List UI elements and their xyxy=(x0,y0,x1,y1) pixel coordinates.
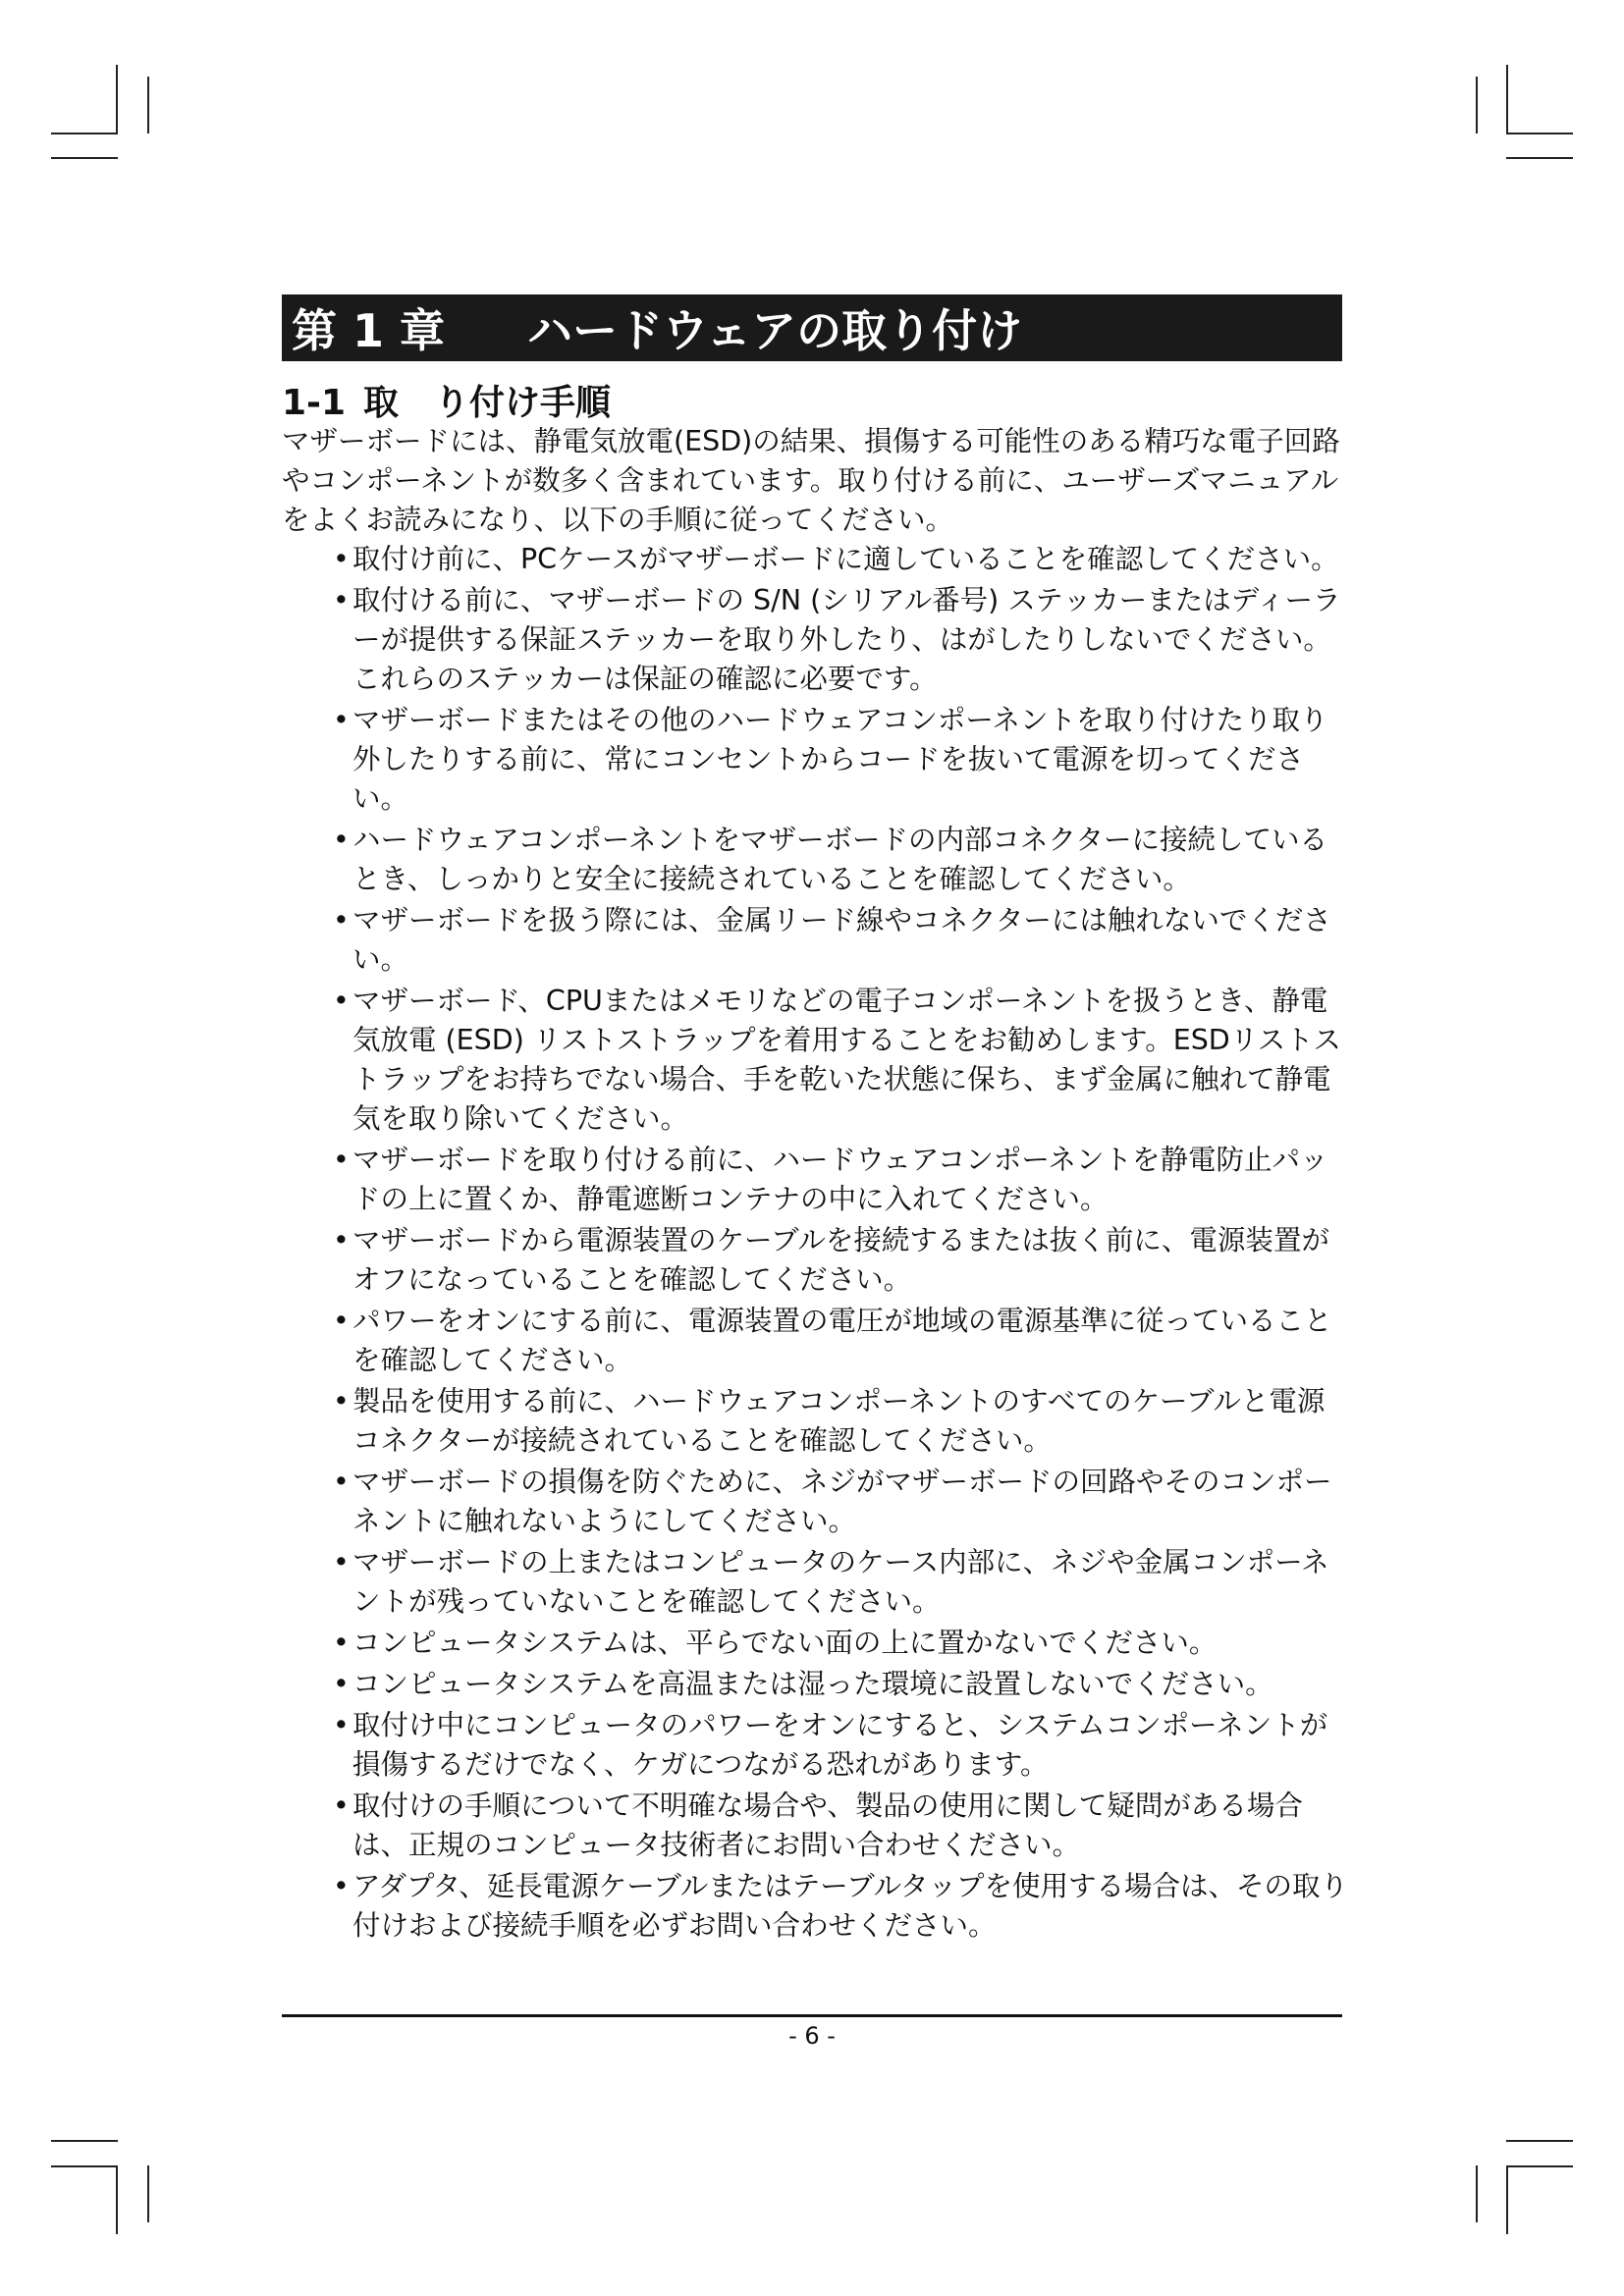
list-item xyxy=(282,1141,1352,1219)
crop-mark xyxy=(1476,2165,1478,2222)
list-item xyxy=(282,540,1352,579)
crop-mark xyxy=(1506,157,1573,159)
list-item-text: コンピュータシステムを高温または湿った環境に設置しないでください。 xyxy=(352,1668,1273,1700)
list-item-text: マザーボードの上またはコンピュータのケース内部に、ネジや金属コンポーネントが残っていないことを確認してください。 xyxy=(352,1546,1329,1618)
list-item-text: マザーボード、CPUまたはメモリなどの電子コンポーネントを扱うとき、静電気放電 (ESD) リストストラップを着用することをお勧めします。ESDリストストラップをお持ちでない場合、手を乾いた状態に保ち、まず金属に触れて静電気を取り除いてください。 xyxy=(352,985,1341,1135)
bullet-icon: • xyxy=(333,704,350,736)
crop-mark xyxy=(116,65,118,133)
section-title: 取 り付け手順 xyxy=(363,383,612,423)
bullet-icon: • xyxy=(333,1385,350,1417)
crop-mark xyxy=(147,77,149,133)
list-item xyxy=(282,581,1352,699)
list-item-text: 取付けの手順について不明確な場合や、製品の使用に関して疑問がある場合は、正規のコンピュータ技術者にお問い合わせください。 xyxy=(352,1789,1303,1861)
list-item-text: マザーボードを扱う際には、金属リード線やコネクターには触れないでください。 xyxy=(352,904,1331,976)
bullet-icon: • xyxy=(333,1870,350,1902)
crop-mark xyxy=(1506,133,1573,134)
bullet-icon: • xyxy=(333,584,350,616)
list-item xyxy=(282,1787,1352,1865)
list-item xyxy=(282,1463,1352,1541)
list-item-text: 製品を使用する前に、ハードウェアコンポーネントのすべてのケーブルと電源コネクターが接続されていることを確認してください。 xyxy=(352,1385,1326,1457)
list-item xyxy=(282,1624,1352,1663)
precautions-list xyxy=(282,540,1352,1948)
bullet-icon: • xyxy=(333,1668,350,1700)
list-item xyxy=(282,1382,1352,1461)
crop-mark xyxy=(51,2165,118,2167)
bullet-icon: • xyxy=(333,985,350,1017)
chapter-number: 第 1 章 xyxy=(292,304,446,357)
bullet-icon: • xyxy=(333,1305,350,1337)
bullet-icon: • xyxy=(333,1466,350,1498)
list-item-text: 取付け前に、PCケースがマザーボードに適していることを確認してください。 xyxy=(352,543,1339,575)
list-item-text: パワーをオンにする前に、電源装置の電圧が地域の電源基準に従っていることを確認してください。 xyxy=(352,1305,1332,1376)
chapter-title: ハードウェアの取り付け xyxy=(527,304,1023,357)
intro-paragraph: マザーボードには、静電気放電(ESD)の結果、損傷する可能性のある精巧な電子回路やコンポーネントが数多く含まれています。取り付ける前に、ユーザーズマニュアルをよくお読みになり、以下の手順に従ってください。 xyxy=(282,425,1340,536)
crop-mark xyxy=(116,2165,118,2234)
list-item-text: コンピュータシステムは、平らでない面の上に置かないでください。 xyxy=(352,1627,1218,1659)
crop-mark xyxy=(1506,2165,1508,2234)
list-item-text: マザーボードを取り付ける前に、ハードウェアコンポーネントを静電防止パッドの上に置くか、静電遮断コンテナの中に入れてください。 xyxy=(352,1144,1328,1215)
bullet-icon: • xyxy=(333,1627,350,1659)
crop-mark xyxy=(1476,77,1478,133)
footer-rule xyxy=(282,2014,1342,2017)
chapter-header xyxy=(282,294,1342,361)
list-item xyxy=(282,821,1352,899)
bullet-icon: • xyxy=(333,1144,350,1176)
list-item xyxy=(282,982,1352,1139)
crop-mark xyxy=(147,2165,149,2222)
list-item xyxy=(282,1543,1352,1622)
list-item xyxy=(282,1706,1352,1785)
page-number: - 6 - xyxy=(788,2022,836,2050)
crop-mark xyxy=(51,157,118,159)
crop-mark xyxy=(51,133,118,134)
bullet-icon: • xyxy=(333,824,350,856)
list-item-text: アダプタ、延長電源ケーブルまたはテーブルタップを使用する場合は、その取り付けおよび接続手順を必ずお問い合わせください。 xyxy=(352,1870,1349,1942)
list-item-text: 取付ける前に、マザーボードの S/N (シリアル番号) ステッカーまたはディーラーが提供する保証ステッカーを取り外したり、はがしたりしないでください。これらのステッカーは保証の確認に必要です。 xyxy=(352,584,1341,695)
list-item xyxy=(282,1665,1352,1704)
list-item xyxy=(282,1867,1352,1946)
list-item-text: マザーボードの損傷を防ぐために、ネジがマザーボードの回路やそのコンポーネントに触れないようにしてください。 xyxy=(352,1466,1332,1537)
bullet-icon: • xyxy=(333,1546,350,1578)
list-item-text: 取付け中にコンピュータのパワーをオンにすると、システムコンポーネントが損傷するだけでなく、ケガにつながる恐れがあります。 xyxy=(352,1709,1328,1781)
list-item-text: マザーボードから電源装置のケーブルを接続するまたは抜く前に、電源装置がオフになっていることを確認してください。 xyxy=(352,1224,1329,1296)
bullet-icon: • xyxy=(333,1789,350,1822)
list-item xyxy=(282,1221,1352,1300)
list-item-text: ハードウェアコンポーネントをマザーボードの内部コネクターに接続しているとき、しっかりと安全に接続されていることを確認してください。 xyxy=(352,824,1327,895)
list-item xyxy=(282,901,1352,980)
list-item-text: マザーボードまたはその他のハードウェアコンポーネントを取り付けたり取り外したりする前に、常にコンセントからコードを抜いて電源を切ってください。 xyxy=(352,704,1328,815)
bullet-icon: • xyxy=(333,1224,350,1256)
bullet-icon: • xyxy=(333,1709,350,1741)
section-heading xyxy=(282,375,611,425)
bullet-icon: • xyxy=(333,904,350,936)
crop-mark xyxy=(1506,65,1508,133)
crop-mark xyxy=(51,2140,118,2142)
crop-mark xyxy=(1506,2165,1573,2167)
bullet-icon: • xyxy=(333,543,350,575)
list-item xyxy=(282,1302,1352,1380)
section-number: 1-1 xyxy=(282,383,347,423)
crop-mark xyxy=(1506,2140,1573,2142)
list-item xyxy=(282,701,1352,819)
